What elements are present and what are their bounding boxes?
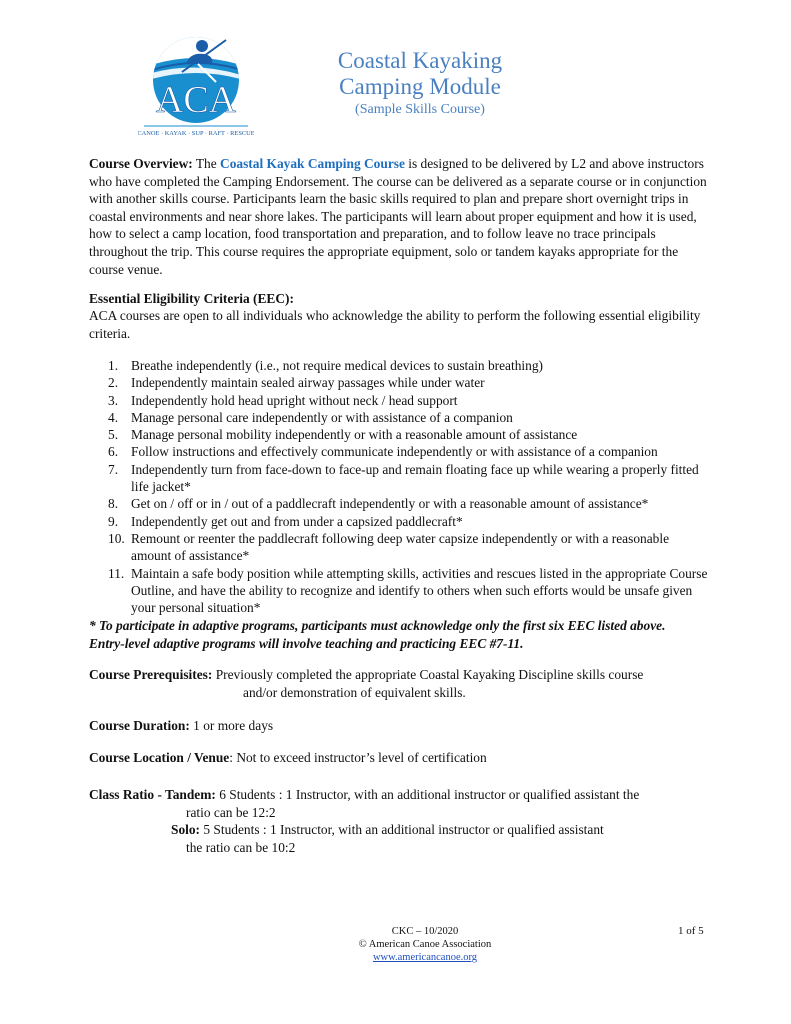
eec-item-text: Remount or reenter the paddlecraft following deep water capsize independently or with a reasonable amount of assistance*: [131, 530, 670, 564]
course-location: [89, 749, 709, 767]
course-duration: [89, 717, 709, 735]
eec-item-text: Independently hold head upright without neck / head support: [131, 392, 458, 408]
eec-item-number: 1.: [108, 358, 119, 373]
eec-item-number: 5.: [108, 427, 119, 443]
eec-item: [108, 392, 708, 409]
solo-label: Solo:: [171, 822, 201, 838]
eec-item-number: 3.: [108, 392, 119, 408]
svg-text:ACA: ACA: [155, 79, 237, 121]
tandem-line-2: ratio can be 12:2: [186, 804, 276, 820]
prerequisites-line-2: and/or demonstration of equivalent skills.: [243, 684, 466, 700]
class-ratio: [89, 786, 709, 856]
eec-item-text: Manage personal mobility independently or with a reasonable amount of assistance: [131, 427, 578, 443]
aca-logo: [138, 36, 254, 140]
eec-item-number: 4.: [108, 409, 119, 425]
eec-item-text: Follow instructions and effectively communicate independently or with assistance of a companion: [131, 444, 658, 460]
class-ratio-label: Class Ratio - Tandem:: [89, 787, 216, 802]
copyright: © American Canoe Association: [358, 939, 492, 950]
eec-item: [108, 409, 708, 426]
document-title-line-1: Coastal Kayaking: [337, 48, 503, 73]
eec-item-text: Independently maintain sealed airway passages while under water: [131, 375, 485, 391]
adaptive-programs-note: [89, 617, 709, 652]
duration-value: 1 or more days: [189, 718, 274, 733]
duration-label: Course Duration:: [89, 718, 190, 733]
eec-item-text: Breathe independently (i.e., not require medical devices to sustain breathing): [131, 358, 543, 373]
eec-item: [108, 565, 708, 617]
note-line-2: Entry-level adaptive programs will involve teaching and practicing EEC #7-11.: [89, 635, 524, 651]
location-value: : Not to exceed instructor’s level of certification: [229, 750, 487, 765]
eec-item-number: 8.: [108, 496, 119, 512]
course-overview-body: is designed to be delivered by L2 and above instructors who have completed the Camping Endorsement. The course can be delivered as a separate course or in conjunction with another skills course. Participants learn the basic skills required to plan and prepare short overnight trips in coastal environments and near shore lakes. The participants will learn about proper equipment and how it is used, how to select a camp location, food transportation and preparation, and to follow leave no trace principals throughout the trip. This course requires the appropriate equipment, solo or tandem kayaks appropriate for the course venue.: [89, 156, 707, 277]
eec-item: [108, 443, 708, 460]
eec-heading: Essential Eligibility Criteria (EEC):: [89, 291, 294, 306]
eec-item: [108, 374, 708, 391]
solo-line-1: 5 Students : 1 Instructor, with an additional instructor or qualified assistant: [200, 822, 604, 838]
page-number: 1 of 5: [678, 925, 704, 937]
page-footer: [340, 925, 510, 964]
eec-list: [108, 357, 708, 616]
solo-line-2: the ratio can be 10:2: [186, 839, 296, 855]
prerequisites-line-1: Previously completed the appropriate Coastal Kayaking Discipline skills course: [212, 667, 644, 682]
aca-logo-icon: [138, 36, 254, 140]
svg-text:CANOE · KAYAK · SUP · RAFT · R: CANOE · KAYAK · SUP · RAFT · RESCUE: [138, 130, 254, 137]
eec-item-number: 11.: [108, 565, 125, 581]
course-overview: [89, 155, 709, 278]
document-subtitle: (Sample Skills Course): [355, 102, 485, 117]
website-link[interactable]: www.americancanoe.org: [372, 952, 478, 963]
eec-item-text: Independently get out and from under a capsized paddlecraft*: [131, 513, 463, 529]
document-code: CKC – 10/2020: [391, 926, 459, 937]
eec-item: [108, 530, 708, 565]
course-overview-pre: The: [192, 156, 221, 171]
title-block: [300, 48, 540, 119]
document-title-line-2: Camping Module: [339, 74, 501, 99]
eec-item: [108, 357, 708, 374]
eec-item-number: 2.: [108, 375, 119, 391]
eec-item-number: 6.: [108, 444, 119, 460]
course-prerequisites: [89, 666, 709, 701]
prerequisites-label: Course Prerequisites:: [89, 667, 213, 682]
eec-item: [108, 495, 708, 512]
eec-item-text: Independently turn from face-down to face-up and remain floating face up while wearing a properly fitted life jacket*: [131, 461, 699, 495]
tandem-line-1: 6 Students : 1 Instructor, with an additional instructor or qualified assistant the: [215, 787, 640, 802]
eec-intro: ACA courses are open to all individuals who acknowledge the ability to perform the following essential eligibility criteria.: [89, 308, 701, 341]
eec-item-text: Maintain a safe body position while attempting skills, activities and rescues listed in the appropriate Course Outline, and have the ability to recognize and identify to others when such efforts would be unsafe given your personal situation*: [131, 565, 708, 616]
eec-item-text: Get on / off or in / out of a paddlecraft independently or with a reasonable amount of assistance*: [131, 496, 649, 512]
eec-item: [108, 513, 708, 530]
note-line-1: * To participate in adaptive programs, participants must acknowledge only the first six EEC listed above.: [89, 618, 666, 633]
course-name-highlight: Coastal Kayak Camping Course: [220, 156, 405, 171]
eec-item-text: Manage personal care independently or with assistance of a companion: [131, 409, 513, 425]
location-label: Course Location / Venue: [89, 750, 230, 765]
eec-item: [108, 461, 708, 496]
eec-item-number: 10.: [108, 530, 125, 546]
eec-item-number: 9.: [108, 513, 119, 529]
eec-item-number: 7.: [108, 461, 119, 477]
course-overview-label: Course Overview:: [89, 156, 193, 171]
eec-item: [108, 426, 708, 443]
